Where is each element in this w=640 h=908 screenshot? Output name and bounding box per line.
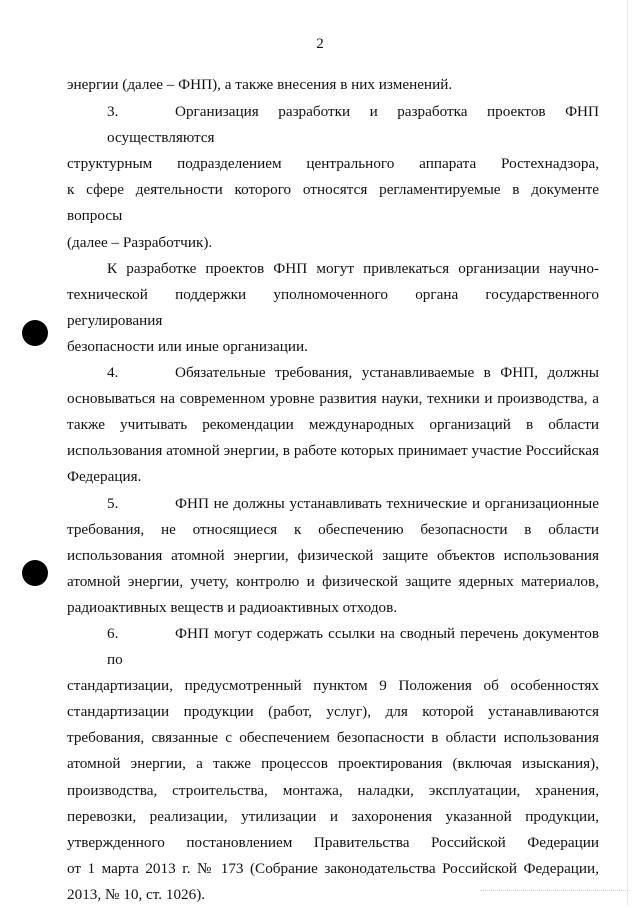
paragraph: [67, 360, 599, 490]
text-line: требования, связанные с обеспечением безопасности в области использования: [67, 729, 599, 747]
text-line-content: ФНП не должны устанавливать технические и организационные: [175, 494, 599, 512]
page-edge: [627, 0, 628, 905]
text-line: [67, 360, 599, 386]
text-line: К разработке проектов ФНП могут привлекаться организации научно-: [107, 259, 599, 277]
text-line: стандартизации, предусмотренный пунктом 9 Положения об особенностях: [67, 677, 599, 695]
text-line: атомной энергии, учету, контролю и физической защите ядерных материалов,: [67, 572, 599, 590]
text-line: стандартизации продукции (работ, услуг), для которой устанавливаются: [67, 703, 599, 721]
text-line: требования, не относящиеся к обеспечению безопасности в области: [67, 520, 599, 538]
paragraph: [67, 621, 599, 908]
paragraph: [67, 256, 599, 360]
text-line: Федерация.: [67, 468, 142, 486]
punch-hole: [22, 320, 48, 346]
text-line: безопасности или иные организации.: [67, 337, 308, 355]
text-line: (далее – Разработчик).: [67, 233, 213, 251]
document-body: [67, 72, 599, 908]
text-line: энергии (далее – ФНП), а также внесения в них изменений.: [67, 76, 453, 93]
text-line: технической поддержки уполномоченного органа государственного регулирования: [67, 285, 599, 329]
text-line: радиоактивных веществ и радиоактивных отходов.: [67, 598, 398, 616]
text-line-content: Организация разработки и разработка проектов ФНП осуществляются: [107, 103, 599, 147]
paragraph: [67, 491, 599, 621]
paragraph-number: 5.: [107, 494, 119, 512]
text-line: атомной энергии, а также процессов проектирования (включая изыскания),: [67, 755, 599, 773]
paragraph-number: 4.: [107, 364, 119, 382]
text-line: использования атомной энергии, физической защите объектов использования: [67, 546, 599, 564]
text-line: перевозки, реализации, утилизации и захоронения указанной продукции,: [67, 807, 599, 825]
text-line: 2013, № 10, ст. 1026).: [67, 885, 206, 903]
text-line: [67, 621, 599, 673]
paragraph-number: 3.: [107, 103, 119, 121]
text-line: к сфере деятельности которого относятся регламентируемые в документе вопросы: [67, 181, 599, 225]
text-line: основываться на современном уровне развития науки, техники и производства, а: [67, 390, 599, 408]
text-line: также учитывать рекомендации международных организаций в области: [67, 416, 599, 434]
text-line: [67, 491, 599, 517]
punch-hole: [22, 560, 48, 586]
paragraph: [67, 72, 599, 98]
text-line: использования атомной энергии, в работе которых принимает участие Российская: [67, 442, 599, 460]
text-line: [67, 99, 599, 151]
text-line: производства, строительства, монтажа, наладки, эксплуатации, хранения,: [67, 781, 599, 799]
text-line: структурным подразделением центрального аппарата Ростехнадзора,: [67, 155, 599, 173]
text-line: утвержденного постановлением Правительства Российской Федерации: [67, 833, 599, 851]
page-number: 2: [316, 36, 324, 52]
text-line-content: Обязательные требования, устанавливаемые в ФНП, должны: [175, 364, 599, 382]
paragraph-number: 6.: [107, 624, 119, 642]
text-line: от 1 марта 2013 г. № 173 (Собрание законодательства Российской Федерации,: [67, 859, 599, 877]
paragraph: [67, 99, 599, 256]
text-line-content: ФНП могут содержать ссылки на сводный перечень документов по: [107, 624, 599, 669]
